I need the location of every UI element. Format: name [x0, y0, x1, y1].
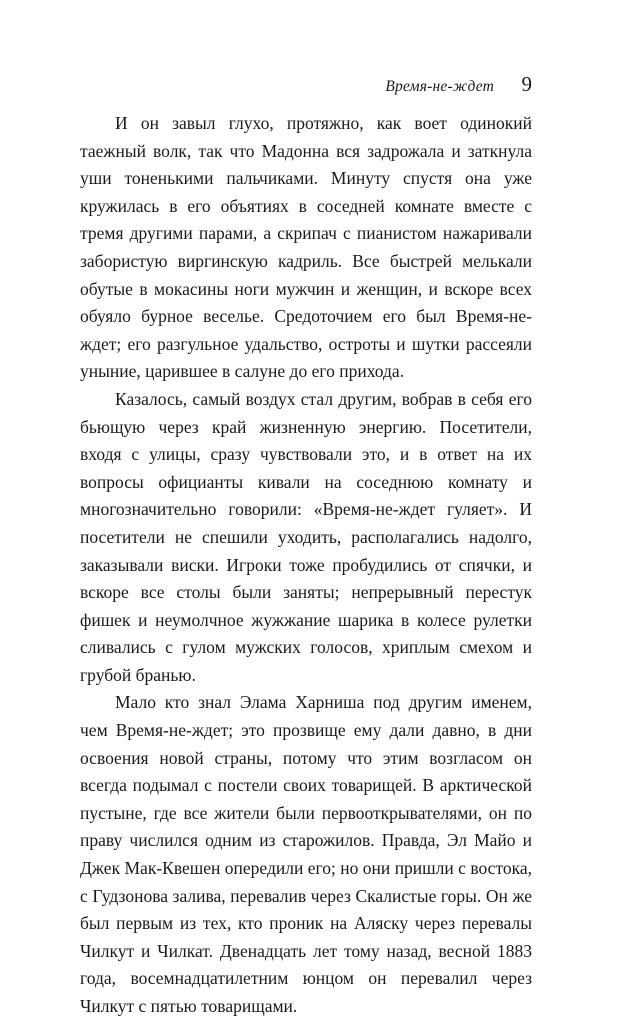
paragraph-3: Мало кто знал Элама Харниша под другим именем, чем Время-не-ждет; это прозвище ему дали давно, в дни освоения новой страны, потому что этим возгласом он всегда подымал с постели своих товарищей. В арктической пустыне, где все жители были первооткрывателями, он по праву числился одним из старожилов. Правда, Эл Майо и Джек Мак-Квешен опередили его; но они пришли с востока, с Гудзонова залива, перевалив через Скалистые горы. Он же был первым из тех, кто проник на Аляску через перевалы Чилкут и Чилкат. Двенадцать лет тому назад, весной 1883 года, восемнадцатилетним юнцом он перевалил через Чилкут с пятью товарищами. — [80, 692, 532, 1016]
page-number: 9 — [521, 72, 532, 96]
running-title: Время-не-ждет — [385, 78, 494, 95]
running-head — [80, 72, 532, 98]
paragraph-2: Казалось, самый воздух стал другим, вобрав в себя его бьющую через край жизненную энергию. Посетители, входя с улицы, сразу чувствовали это, и в ответ на их вопросы официанты кивали на соседнюю комнату и многозначительно говорили: «Время-не-ждет гуляет». И посетители не спешили уходить, располагались надолго, заказывали виски. Игроки тоже пробудились от спячки, и вскоре все столы были заняты; непрерывный перестук фишек и неумолчное жужжание шарика в колесе рулетки сливались с гулом мужских голосов, хриплым смехом и грубой бранью. — [80, 388, 532, 685]
paragraph-1: И он завыл глухо, протяжно, как воет одинокий таежный волк, так что Мадонна вся задрожала и заткнула уши тоненькими пальчиками. Минуту спустя она уже кружилась в его объятиях в соседней комнате вместе с тремя другими парами, а скрипач с пианистом нажаривали забористую виргинскую кадриль. Все быстрей мелькали обутые в мокасины ноги мужчин и женщин, и вскоре всех обуяло бурное веселье. Средоточием его был Время-не-ждет; его разгульное удальство, остроты и шутки рассеяли уныние, царившее в салуне до его прихода. — [80, 113, 532, 382]
body-text — [80, 110, 532, 1021]
